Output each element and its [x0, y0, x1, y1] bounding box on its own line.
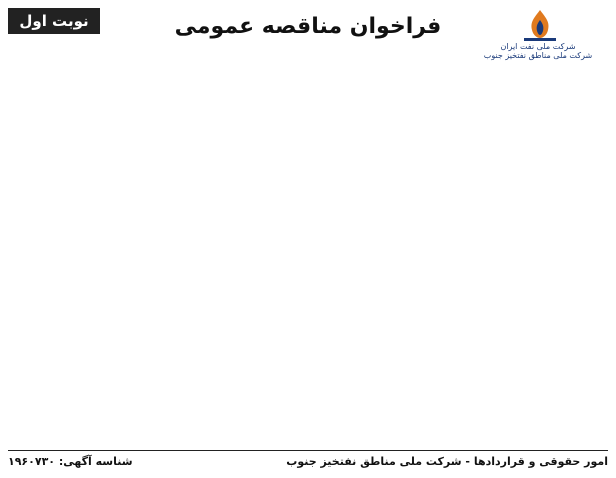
footer-issuer: امور حقوقی و قراردادها - شرکت ملی مناطق نفتخیز جنوب	[286, 455, 608, 468]
company-logo	[468, 8, 608, 62]
logo-line: شرکت ملی نفت ایران	[500, 42, 576, 51]
body-column-left	[8, 64, 303, 448]
flame-emblem-icon	[518, 8, 562, 42]
notice-body	[8, 64, 608, 448]
notice-badge: نوبت اول	[8, 8, 100, 34]
body-column-right	[313, 64, 608, 448]
header	[8, 6, 608, 64]
ad-code: شناسه آگهی: ۱۹۶۰۷۳۰	[8, 455, 133, 468]
notice-title: فراخوان مناقصه عمومی	[174, 14, 442, 39]
footer	[8, 450, 608, 472]
logo-caption	[468, 42, 608, 60]
logo-line: شرکت ملی مناطق نفتخیز جنوب	[483, 51, 593, 60]
